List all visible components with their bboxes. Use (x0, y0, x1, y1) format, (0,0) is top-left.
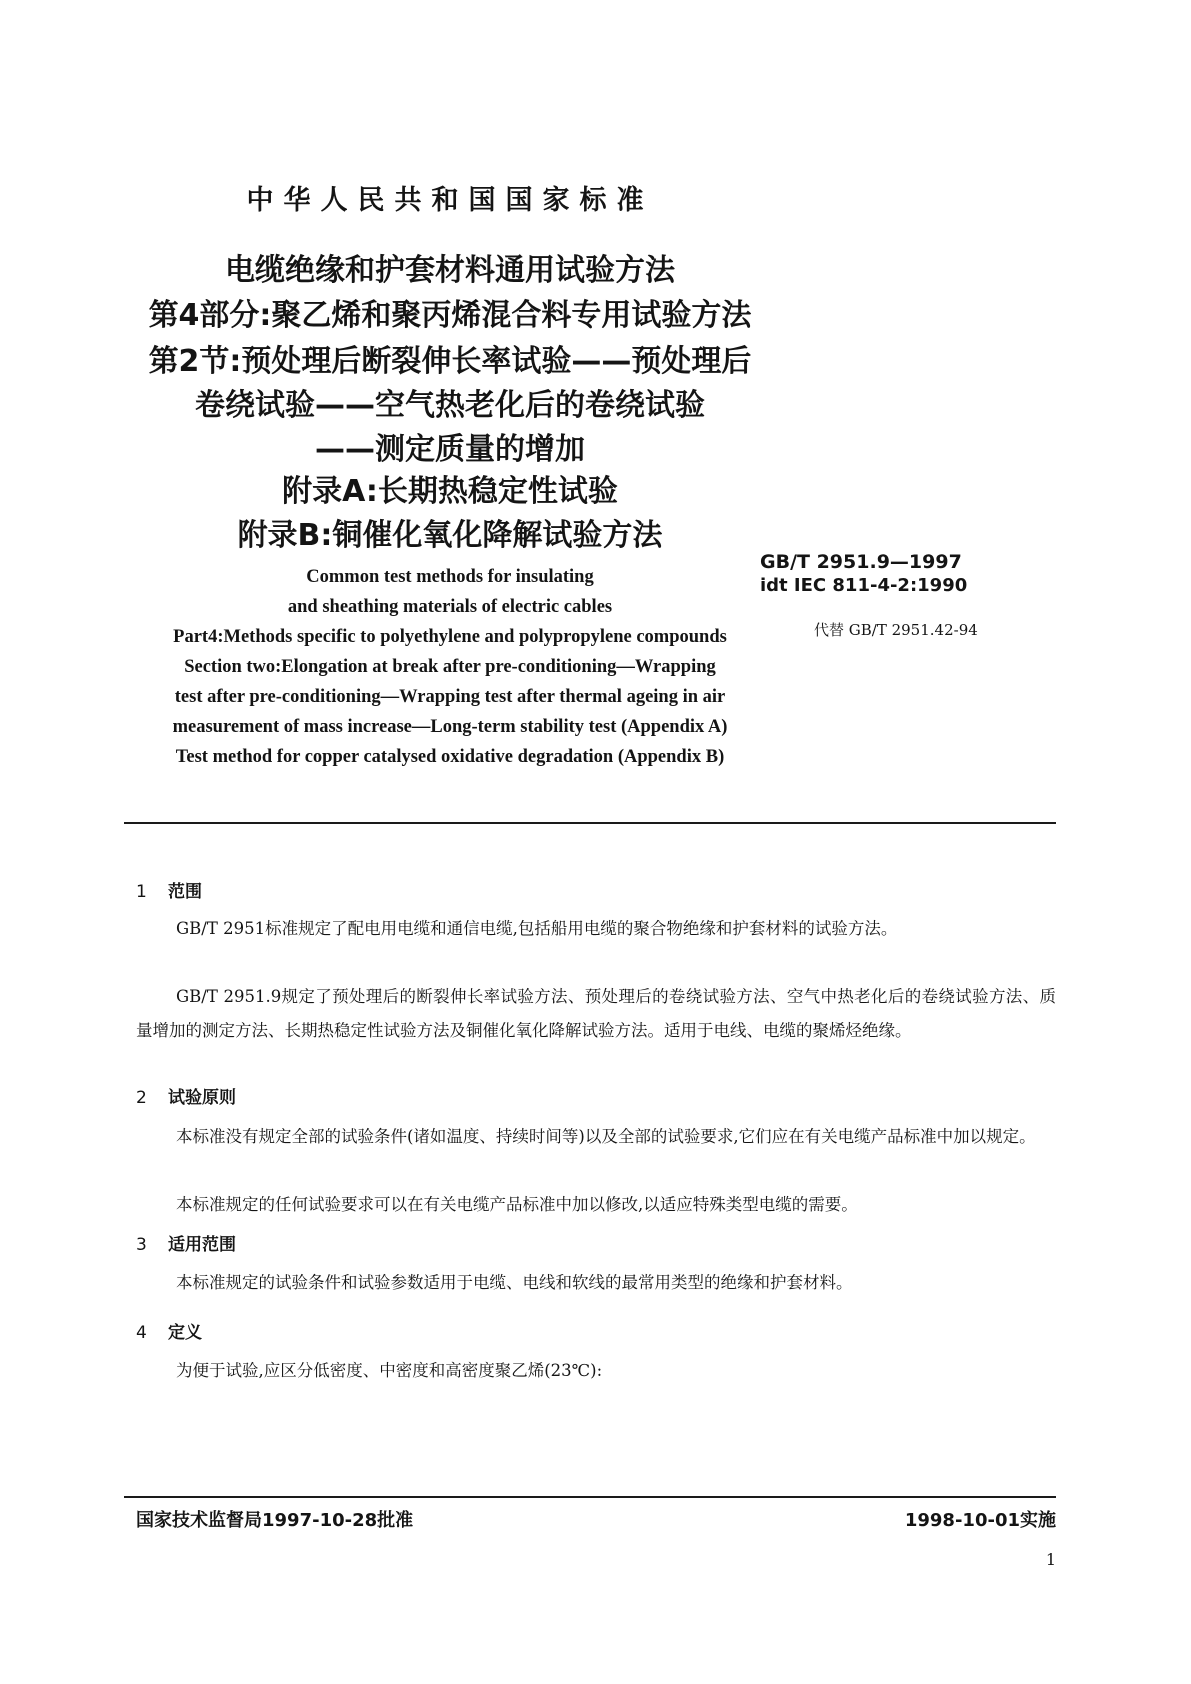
standard-code: GB/T 2951.9—1997 (760, 551, 962, 573)
title-line-2: 第4部分:聚乙烯和聚丙烯混合料专用试验方法 (148, 298, 752, 333)
section-title: 适用范围 (168, 1235, 236, 1255)
english-title-line-1: Common test methods for insulating (306, 567, 594, 587)
section-2-paragraph-2: 本标准规定的任何试验要求可以在有关电缆产品标准中加以修改,以适应特殊类型电缆的需要。 (176, 1195, 858, 1214)
section-title: 定义 (168, 1323, 202, 1343)
title-line-5: ——测定质量的增加 (315, 432, 585, 467)
section-2-paragraph-1: 本标准没有规定全部的试验条件(诸如温度、持续时间等)以及全部的试验要求,它们应在有关电缆产品标准中加以规定。 (176, 1127, 1036, 1146)
title-line-7: 附录B:铜催化氧化降解试验方法 (237, 518, 663, 553)
page-number: 1 (1045, 1550, 1056, 1569)
section-2-heading (136, 1083, 236, 1108)
section-number: 3 (136, 1235, 147, 1255)
section-1-paragraph-2: GB/T 2951.9规定了预处理后的断裂伸长率试验方法、预处理后的卷绕试验方法、空气中热老化后的卷绕试验方法、质量增加的测定方法、长期热稳定性试验方法及铜催化氧化降解试验方法。适用于电线、电缆的聚烯烃绝缘。 (136, 987, 1056, 1040)
title-line-3: 第2节:预处理后断裂伸长率试验——预处理后 (148, 344, 752, 379)
section-1-paragraph-1: GB/T 2951标准规定了配电用电缆和通信电缆,包括船用电缆的聚合物绝缘和护套材料的试验方法。 (176, 919, 898, 938)
english-title-line-6: measurement of mass increase—Long-term stability test (Appendix A) (172, 717, 728, 737)
section-number: 1 (136, 882, 147, 902)
section-3-heading (136, 1230, 236, 1255)
section-1-heading (136, 877, 202, 902)
english-title-line-4: Section two:Elongation at break after pre-conditioning—Wrapping (184, 657, 716, 677)
replaces-standard: 代替 GB/T 2951.42-94 (814, 621, 978, 639)
national-standard-heading: 中华人民共和国国家标准 (246, 185, 654, 216)
implementation-date: 1998-10-01实施 (904, 1510, 1056, 1531)
section-4-heading (136, 1318, 202, 1343)
english-title-line-3: Part4:Methods specific to polyethylene and polypropylene compounds (173, 627, 727, 647)
english-title-line-2: and sheathing materials of electric cables (287, 597, 613, 617)
section-title: 范围 (168, 882, 202, 902)
title-line-1: 电缆绝缘和护套材料通用试验方法 (225, 253, 675, 288)
standard-idt: idt IEC 811-4-2:1990 (760, 575, 968, 596)
header-divider (124, 822, 1056, 824)
section-number: 2 (136, 1088, 147, 1108)
section-4-paragraph-1: 为便于试验,应区分低密度、中密度和高密度聚乙烯(23℃): (176, 1361, 603, 1380)
english-title-line-5: test after pre-conditioning—Wrapping test after thermal ageing in air (174, 687, 726, 707)
section-3-paragraph-1: 本标准规定的试验条件和试验参数适用于电缆、电线和软线的最常用类型的绝缘和护套材料。 (176, 1273, 853, 1292)
english-title-line-7: Test method for copper catalysed oxidative degradation (Appendix B) (175, 747, 725, 767)
section-number: 4 (136, 1323, 147, 1343)
title-line-4: 卷绕试验——空气热老化后的卷绕试验 (195, 388, 705, 423)
approval-date: 国家技术监督局1997-10-28批准 (136, 1510, 414, 1531)
title-line-6: 附录A:长期热稳定性试验 (282, 474, 618, 509)
footer-divider (124, 1496, 1056, 1498)
section-title: 试验原则 (168, 1088, 236, 1108)
